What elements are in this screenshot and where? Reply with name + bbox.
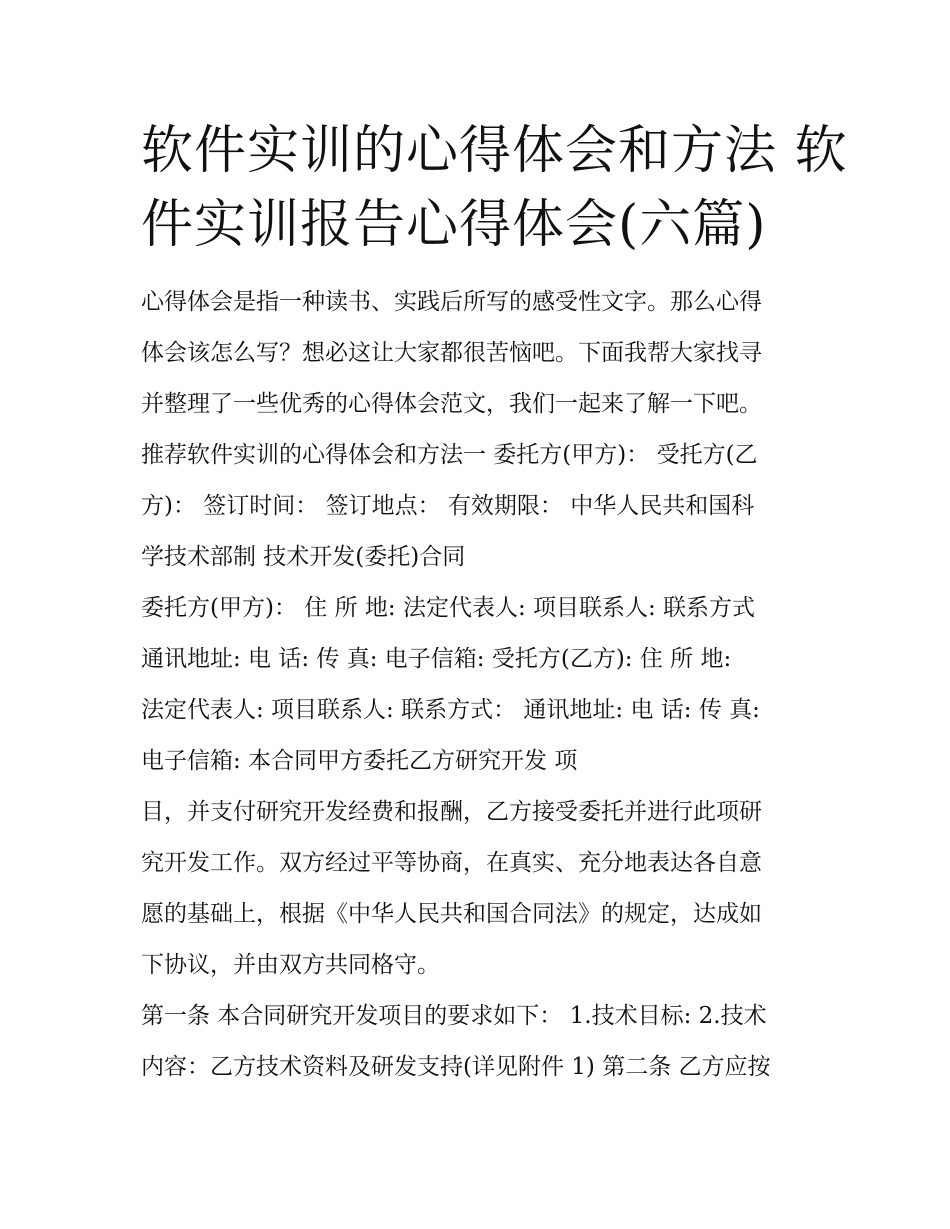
document-title [141,114,848,262]
title-line: 件实训报告心得体会(六篇) [141,195,767,255]
body-line: 究开发工作。双方经过平等协商，在真实、充分地表达各自意 [141,850,762,876]
body-line: 电子信箱: 本合同甲方委托乙方研究开发 项 [141,748,578,774]
body-line: 并整理了一些优秀的心得体会范文，我们一起来了解一下吧。 [141,391,762,417]
title-line: 软件实训的心得体会和方法 软 [141,121,848,181]
body-line: 体会该怎么写？想必这让大家都很苦恼吧。下面我帮大家找寻 [141,340,762,366]
body-line: 方)： 签订时间： 签订地点： 有效期限： 中华人民共和国科 [141,493,755,519]
body-line: 委托方(甲方)： 住 所 地: 法定代表人: 项目联系人: 联系方式 [141,595,756,621]
body-line: 内容：乙方技术资料及研发支持(详见附件 1) 第二条 乙方应按 [141,1054,771,1080]
body-line: 通讯地址: 电 话: 传 真: 电子信箱: 受托方(乙方): 住 所 地: [141,646,732,672]
body-line: 学技术部制 技术开发(委托)合同 [141,544,466,570]
body-line: 目，并支付研究开发经费和报酬，乙方接受委托并进行此项研 [141,799,762,825]
body-line: 推荐软件实训的心得体会和方法一 委托方(甲方)： 受托方(乙 [141,442,758,468]
body-line: 愿的基础上，根据《中华人民共和国合同法》的规定，达成如 [141,901,762,927]
body-line: 心得体会是指一种读书、实践后所写的感受性文字。那么心得 [141,289,762,315]
body-line: 法定代表人: 项目联系人: 联系方式： 通讯地址: 电 话: 传 真: [141,697,760,723]
body-line: 第一条 本合同研究开发项目的要求如下： 1.技术目标: 2.技术 [141,1003,767,1029]
body-line: 下协议，并由双方共同格守。 [141,952,440,978]
document-body [141,280,821,1096]
